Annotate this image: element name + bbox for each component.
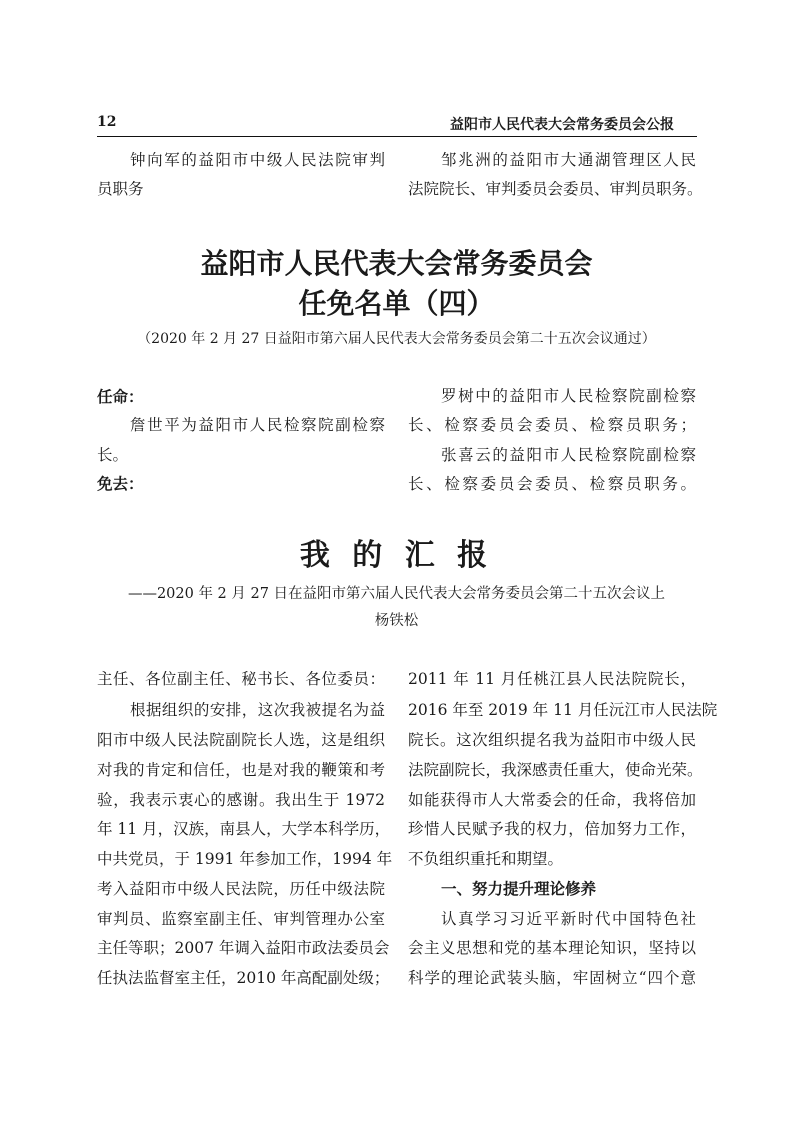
text-line: 对我的肯定和信任，也是对我的鞭策和考: [97, 761, 385, 779]
section-title-line1: 益阳市人民代表大会常务委员会: [200, 247, 593, 280]
text-line: 邹兆洲的益阳市大通湖管理区人民: [441, 151, 696, 169]
text-line: 任执法监督室主任，2010 年高配副处级；: [97, 969, 390, 987]
text-line: 院长。这次组织提名我为益阳市中级人民: [408, 731, 696, 749]
text-line: 2011 年 11 月任桃江县人民法院院长，: [408, 670, 696, 688]
report-title: 我 的 汇 报: [299, 538, 494, 573]
text-line: 科学的理论武装头脑，牢固树立“四个意: [408, 969, 696, 987]
text-line: 阳市中级人民法院副院长人选，这是组织: [97, 731, 385, 749]
text-line: 认真学习习近平新时代中国特色社: [441, 910, 696, 928]
text-line: 根据组织的安排，这次我被提名为益: [130, 701, 385, 719]
text-line: 珍惜人民赋予我的权力，倍加努力工作，: [408, 820, 696, 838]
text-line: 年 11 月，汉族，南县人，大学本科学历，: [97, 820, 391, 838]
text-line: 中共党员，于 1991 年参加工作，1994 年: [97, 850, 393, 868]
text-line: 长。: [97, 446, 129, 464]
text-line: 主任等职；2007 年调入益阳市政法委员会: [97, 939, 390, 957]
appoint-heading: 任命：: [97, 388, 144, 406]
section-subtitle: （2020 年 2 月 27 日益阳市第六届人民代表大会常务委员会第二十五次会议通过）: [137, 331, 656, 347]
text-line: 詹世平为益阳市人民检察院副检察: [130, 416, 385, 434]
text-line: 审判员、监察室副主任、审判管理办公室: [97, 910, 385, 928]
section-title-line2: 任免名单（四）: [298, 287, 495, 320]
report-subtitle: ——2020 年 2 月 27 日在益阳市第六届人民代表大会常务委员会第二十五次会议上: [127, 586, 666, 602]
text-line: 考入益阳市中级人民法院，历任中级法院: [97, 880, 385, 898]
text-line: 主任、各位副主任、秘书长、各位委员：: [97, 670, 385, 688]
text-line: 罗树中的益阳市人民检察院副检察: [441, 387, 696, 405]
dismiss-heading: 免去：: [97, 475, 144, 493]
text-line: 2016 年至 2019 年 11 月任沅江市人民法院: [408, 701, 718, 719]
text-line: 员职务: [97, 180, 144, 198]
subsection-heading: 一、努力提升理论修养: [441, 880, 597, 898]
page-number: 12: [97, 114, 117, 130]
text-line: 如能获得市人大常委会的任命，我将倍加: [408, 791, 696, 809]
header-rule: [97, 136, 697, 137]
text-line: 法院副院长，我深感责任重大，使命光荣。: [408, 761, 703, 779]
text-line: 不负组织重托和期望。: [408, 850, 564, 868]
text-line: 钟向军的益阳市中级人民法院审判: [130, 151, 385, 169]
text-line: 长、检察委员会委员、检察员职务；: [408, 416, 696, 434]
publication-title: 益阳市人民代表大会常务委员会公报: [450, 117, 674, 133]
text-line: 法院院长、审判委员会委员、审判员职务。: [408, 180, 703, 198]
text-line: 张喜云的益阳市人民检察院副检察: [441, 446, 696, 464]
text-line: 验，我表示衷心的感谢。我出生于 1972: [97, 791, 385, 809]
report-author: 杨铁松: [374, 613, 419, 629]
text-line: 长、检察委员会委员、检察员职务。: [408, 475, 696, 493]
text-line: 会主义思想和党的基本理论知识，坚持以: [408, 939, 696, 957]
